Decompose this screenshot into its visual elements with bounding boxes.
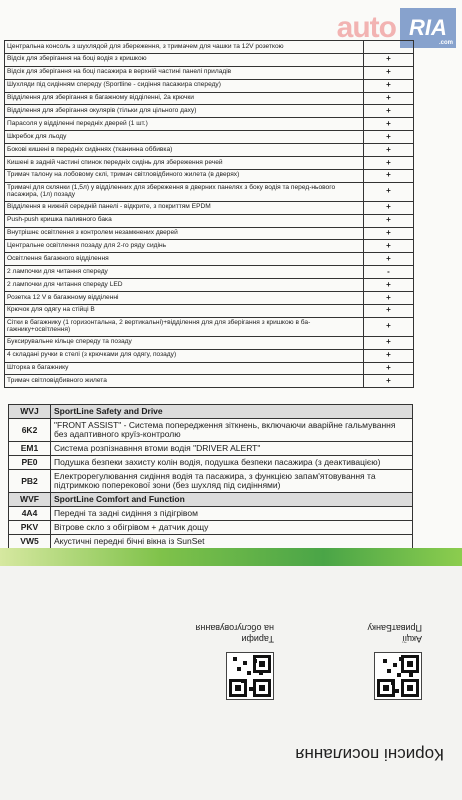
package-row bbox=[9, 442, 413, 456]
option-text: Освітлення багажного відділення bbox=[5, 253, 364, 266]
option-mark: + bbox=[364, 201, 414, 214]
option-text: Тримач талону на лобовому склі, тримач світловідбиного жилета (в дверях) bbox=[5, 169, 364, 182]
option-text: Бокові кишені в передніх сидіннях (тканинна оббивка) bbox=[5, 144, 364, 157]
package-text: Електрорегулювання сидіння водія та пасажира, з функцією запам'ятовування та підтримкою поперекової зони (без шухляд під сидіннями) bbox=[51, 470, 413, 493]
option-text: Центральна консоль з шухлядой для збереження, з тримачем для чашки та 12V розеткою bbox=[5, 41, 364, 54]
qr-code-promotions[interactable] bbox=[374, 652, 422, 700]
option-mark: + bbox=[364, 182, 414, 201]
option-text: Розетка 12 V в багажному відділенні bbox=[5, 292, 364, 305]
qr-label-promotions bbox=[367, 622, 422, 644]
option-text: Шкребок для льоду bbox=[5, 131, 364, 144]
option-mark: + bbox=[364, 279, 414, 292]
option-row bbox=[5, 105, 414, 118]
option-row bbox=[5, 157, 414, 170]
option-text: Кишені в задній частині спинок передніх сидінь для збереження речей bbox=[5, 157, 364, 170]
package-header-row bbox=[9, 405, 413, 419]
option-row bbox=[5, 214, 414, 227]
qr-label-line: Акції bbox=[402, 634, 422, 644]
package-text: SportLine Safety and Drive bbox=[51, 405, 413, 419]
option-text: 2 лампочки для читання спереду bbox=[5, 266, 364, 279]
option-row bbox=[5, 41, 414, 54]
useful-links-heading: Корисні посилання bbox=[295, 745, 444, 764]
package-row bbox=[9, 419, 413, 442]
package-text: "FRONT ASSIST" - Система попередження зіткнень, включаючи аварійне гальмування без адаптивного круїз-контролю bbox=[51, 419, 413, 442]
package-row bbox=[9, 456, 413, 470]
package-row bbox=[9, 470, 413, 493]
option-row bbox=[5, 317, 414, 336]
option-row bbox=[5, 279, 414, 292]
qr-code-tariffs[interactable] bbox=[226, 652, 274, 700]
option-text: 4 складані ручки в стелі (з крючками для одягу, позаду) bbox=[5, 349, 364, 362]
package-row bbox=[9, 535, 413, 549]
option-mark: + bbox=[364, 131, 414, 144]
package-text: Вітрове скло з обігрівом + датчик дощу bbox=[51, 521, 413, 535]
options-table bbox=[4, 40, 414, 388]
option-mark: + bbox=[364, 169, 414, 182]
option-row bbox=[5, 253, 414, 266]
package-code: 6K2 bbox=[9, 419, 51, 442]
option-row bbox=[5, 227, 414, 240]
option-text: Сітки в багажнику (1 горизонтальна, 2 вертикальні)+відділення для для зберігання з кришкою в ба-гажнику+освітлення) bbox=[5, 317, 364, 336]
option-row bbox=[5, 92, 414, 105]
qr-label-line: на обслуговування bbox=[195, 623, 274, 633]
qr-label-tariffs bbox=[196, 622, 274, 644]
option-mark: + bbox=[364, 362, 414, 375]
option-text: Шторка в багажнику bbox=[5, 362, 364, 375]
option-mark: + bbox=[364, 92, 414, 105]
option-row bbox=[5, 266, 414, 279]
option-text: Тримачі для склянки (1,5л) у відділенних для збереження в дверних панелях з боку водія та перед-ньового пасажира, (1л) позаду bbox=[5, 182, 364, 201]
option-row bbox=[5, 201, 414, 214]
package-code: EM1 bbox=[9, 442, 51, 456]
option-mark: + bbox=[364, 253, 414, 266]
option-mark: + bbox=[364, 227, 414, 240]
option-row bbox=[5, 240, 414, 253]
option-mark: + bbox=[364, 118, 414, 131]
qr-block-tariffs bbox=[196, 622, 274, 700]
package-header-row bbox=[9, 493, 413, 507]
option-text: Тримач світловідбивного жилета bbox=[5, 375, 364, 388]
option-mark: + bbox=[364, 157, 414, 170]
option-row bbox=[5, 375, 414, 388]
option-row bbox=[5, 362, 414, 375]
option-text: Відділення в нижній середній панелі - відкрите, з покриттям EPDM bbox=[5, 201, 364, 214]
packages-table bbox=[8, 404, 413, 549]
option-mark: + bbox=[364, 240, 414, 253]
option-mark: - bbox=[364, 266, 414, 279]
option-mark bbox=[364, 41, 414, 54]
qr-label-line: ПриватБанку bbox=[367, 623, 422, 633]
option-row bbox=[5, 53, 414, 66]
option-row bbox=[5, 182, 414, 201]
option-text: Крючок для одягу на стійці B bbox=[5, 304, 364, 317]
package-row bbox=[9, 521, 413, 535]
watermark-com-text: .com bbox=[438, 40, 453, 46]
option-mark: + bbox=[364, 105, 414, 118]
option-text: Push-push кришка паливного бака bbox=[5, 214, 364, 227]
option-row bbox=[5, 79, 414, 92]
option-row bbox=[5, 349, 414, 362]
package-text: Подушка безпеки захисту колін водія, подушка безпеки пасажира (з деактивацією) bbox=[51, 456, 413, 470]
option-row bbox=[5, 144, 414, 157]
option-row bbox=[5, 292, 414, 305]
option-text: 2 лампочки для читання спереду LED bbox=[5, 279, 364, 292]
option-mark: + bbox=[364, 375, 414, 388]
package-code: WVF bbox=[9, 493, 51, 507]
option-text: Парасоля у відділенні передніх дверей (1 шт.) bbox=[5, 118, 364, 131]
package-code: PB2 bbox=[9, 470, 51, 493]
option-row bbox=[5, 336, 414, 349]
package-row bbox=[9, 507, 413, 521]
option-mark: + bbox=[364, 79, 414, 92]
option-text: Відсік для зберігання на боці пасажира в верхній частині панелі приладів bbox=[5, 66, 364, 79]
qr-label-line: Тарифи bbox=[241, 634, 274, 644]
package-text: Акустичні передні бічні вікна із SunSet bbox=[51, 535, 413, 549]
option-mark: + bbox=[364, 317, 414, 336]
option-text: Центральне освітлення позаду для 2-го ряду сидінь bbox=[5, 240, 364, 253]
watermark-auto-text: auto bbox=[336, 11, 396, 44]
package-code: WVJ bbox=[9, 405, 51, 419]
package-code: PKV bbox=[9, 521, 51, 535]
green-decorative-band bbox=[0, 548, 462, 566]
option-text: Відділення для зберігання окулярів (тільки для цільного даху) bbox=[5, 105, 364, 118]
option-mark: + bbox=[364, 349, 414, 362]
option-mark: + bbox=[364, 214, 414, 227]
package-text: Система розпізнавння втоми водія "DRIVER ALERT" bbox=[51, 442, 413, 456]
option-text: Відсік для зберігання на боці водія з кришкою bbox=[5, 53, 364, 66]
option-mark: + bbox=[364, 144, 414, 157]
option-row bbox=[5, 66, 414, 79]
watermark-ria-text: RIA bbox=[409, 15, 447, 40]
option-text: Буксирувальне кільце спереду та позаду bbox=[5, 336, 364, 349]
option-mark: + bbox=[364, 304, 414, 317]
option-mark: + bbox=[364, 66, 414, 79]
option-row bbox=[5, 118, 414, 131]
option-row bbox=[5, 169, 414, 182]
option-text: Шухляди під сидінням спереду (Sportline - сидіння пасажира спереду) bbox=[5, 79, 364, 92]
package-code: PE0 bbox=[9, 456, 51, 470]
back-side-flipped bbox=[0, 566, 462, 800]
option-row bbox=[5, 131, 414, 144]
package-text: Передні та задні сидіння з підігрівом bbox=[51, 507, 413, 521]
option-text: Відділення для зберігання в багажному відділенні, 2а крючки bbox=[5, 92, 364, 105]
option-mark: + bbox=[364, 336, 414, 349]
option-row bbox=[5, 304, 414, 317]
option-mark: + bbox=[364, 292, 414, 305]
qr-block-promotions bbox=[367, 622, 422, 700]
option-mark: + bbox=[364, 53, 414, 66]
package-text: SportLine Comfort and Function bbox=[51, 493, 413, 507]
package-code: 4A4 bbox=[9, 507, 51, 521]
package-code: VW5 bbox=[9, 535, 51, 549]
option-text: Внутрішнє освітлення з контролем незамкнених дверей bbox=[5, 227, 364, 240]
